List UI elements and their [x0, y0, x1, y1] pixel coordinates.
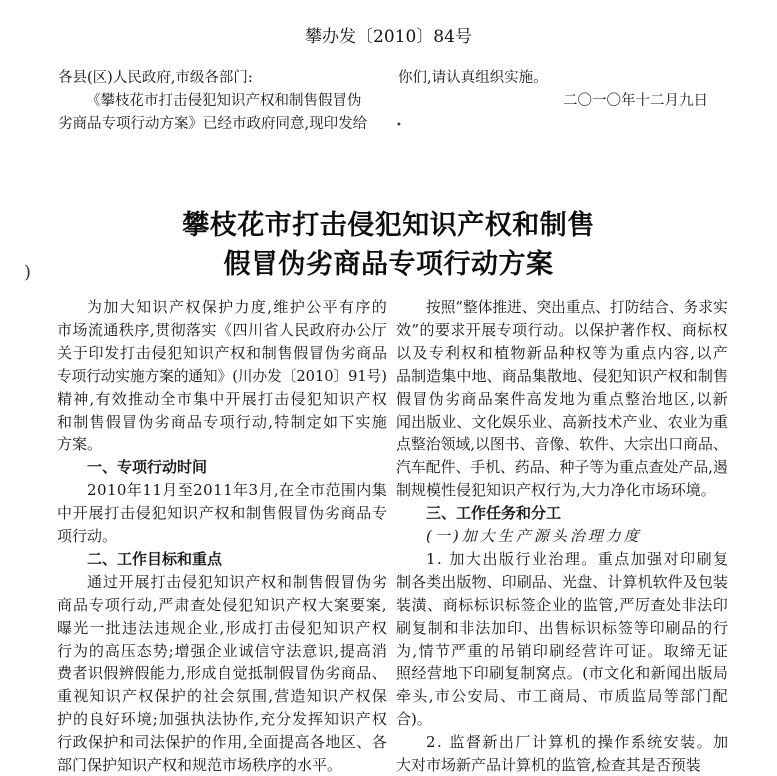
- text-line: 汽车配件、手机、药品、种子等为重点查处产品,遏: [396, 458, 728, 477]
- text-line: 通过开展打击侵犯知识产权和制售假冒伪劣: [87, 572, 388, 591]
- section-heading: 三、工作任务和分工: [426, 504, 562, 523]
- right-column: [396, 296, 730, 774]
- notice-body-line-1: 《攀枝花市打击侵犯知识产权和制售假冒伪: [86, 93, 362, 109]
- text-line: 商品专项行动,严肃查处侵犯知识产权大案要案,: [57, 595, 388, 614]
- text-line: 护的良好环境;加强执法协作,充分发挥知识产权: [57, 710, 388, 729]
- text-line: 2010年11月至2011年3月,在全市范围内集: [87, 481, 388, 500]
- text-line: 费者识假辨假能力,形成自觉抵制假冒伪劣商品、: [57, 664, 388, 683]
- text-line: 大对市场新产品计算机的监管,检查其是否预装: [396, 756, 701, 774]
- text-line: 为,情节严重的吊销印刷经营许可证。取缔无证: [396, 641, 730, 660]
- text-line: 2. 监督新出厂计算机的操作系统安装。加: [426, 733, 730, 752]
- text-line: 闻出版业、文化娱乐业、高新技术产业、农业为重: [396, 412, 729, 431]
- text-line: 项行动。: [57, 527, 118, 545]
- text-line: 品制造集中地、商品集散地、侵犯知识产权和制售: [396, 366, 729, 385]
- left-column: [57, 296, 389, 774]
- text-line: 行政保护和司法保护的作用,全面提高各地区、各: [57, 733, 388, 752]
- section-heading: 一、专项行动时间: [87, 458, 208, 477]
- text-line: 点整治领域,以图书、音像、软件、大宗出口商品、: [396, 435, 728, 454]
- scan-speck: •: [396, 120, 402, 131]
- text-line: 行为的高压态势;增强企业诚信守法意识,提高消: [57, 641, 388, 660]
- text-line: 关于印发打击侵犯知识产权和制售假冒伪劣商品: [57, 343, 388, 362]
- notice-date: 二〇一〇年十二月九日: [563, 93, 708, 109]
- text-line: 部门保护知识产权和规范市场秩序的水平。: [57, 756, 343, 774]
- text-line: 牵头,市公安局、市工商局、市质监局等部门配: [396, 687, 730, 706]
- document-number: 攀办发〔2010〕84号: [305, 27, 472, 47]
- text-line: 方案。: [57, 435, 103, 454]
- scan-mark: ): [24, 262, 32, 283]
- text-line: 专项行动实施方案的通知》(川办发〔2010〕91号): [57, 366, 387, 385]
- text-line: 重视知识产权保护的社会氛围,营造知识产权保: [57, 687, 389, 706]
- notice-addressee: 各县(区)人民政府,市级各部门:: [58, 70, 253, 86]
- text-line: 曝光一批违法违规企业,形成打击侵犯知识产权: [57, 618, 389, 637]
- text-line: 市场流通秩序,贯彻落实《四川省人民政府办公厅: [57, 320, 388, 339]
- text-line: 和制售假冒伪劣商品专项行动,特制定如下实施: [57, 412, 389, 431]
- text-line: 制各类出版物、印刷品、光盘、计算机软件及包装: [396, 572, 729, 591]
- text-line: 中开展打击侵犯知识产权和制售假冒伪劣商品专: [57, 504, 388, 523]
- text-line: 照经营地下印刷复制窝点。(市文化和新闻出版局: [396, 664, 729, 683]
- text-line: 1. 加大出版行业治理。重点加强对印刷复: [426, 549, 730, 568]
- document-title-line-1: 攀枝花市打击侵犯知识产权和制售: [182, 210, 595, 241]
- section-heading: 二、工作目标和重点: [87, 549, 223, 568]
- text-line: 合)。: [396, 710, 432, 729]
- text-line: 制规模性侵犯知识产权行为,大力净化市场环境。: [396, 481, 716, 500]
- text-line: 为加大知识产权保护力度,维护公平有序的: [87, 298, 389, 316]
- text-line: 效”的要求开展专项行动。以保护著作权、商标权: [396, 320, 729, 339]
- text-line: 刷复制和非法加印、出售标识标签等印刷品的行: [396, 618, 729, 637]
- notice-body-line-2: 劣商品专项行动方案》已经市政府同意,现印发给: [58, 116, 368, 132]
- text-line: 按照“整体推进、突出重点、打防结合、务求实: [426, 298, 728, 316]
- document-title-line-2: 假冒伪劣商品专项行动方案: [223, 249, 554, 280]
- text-line: 以及专利权和植物新品种权等为重点内容,以产: [396, 343, 730, 362]
- subsection-heading: (一)加大生产源头治理力度: [426, 527, 642, 545]
- text-line: 假冒伪劣商品案件高发地为重点整治地区,以新: [396, 389, 730, 408]
- notice-continuation: 你们,请认真组织实施。: [398, 70, 548, 86]
- text-line: 精神,有效推动全市集中开展打击侵犯知识产权: [57, 389, 389, 408]
- text-line: 装潢、商标标识标签企业的监管,严厉查处非法印: [396, 595, 729, 614]
